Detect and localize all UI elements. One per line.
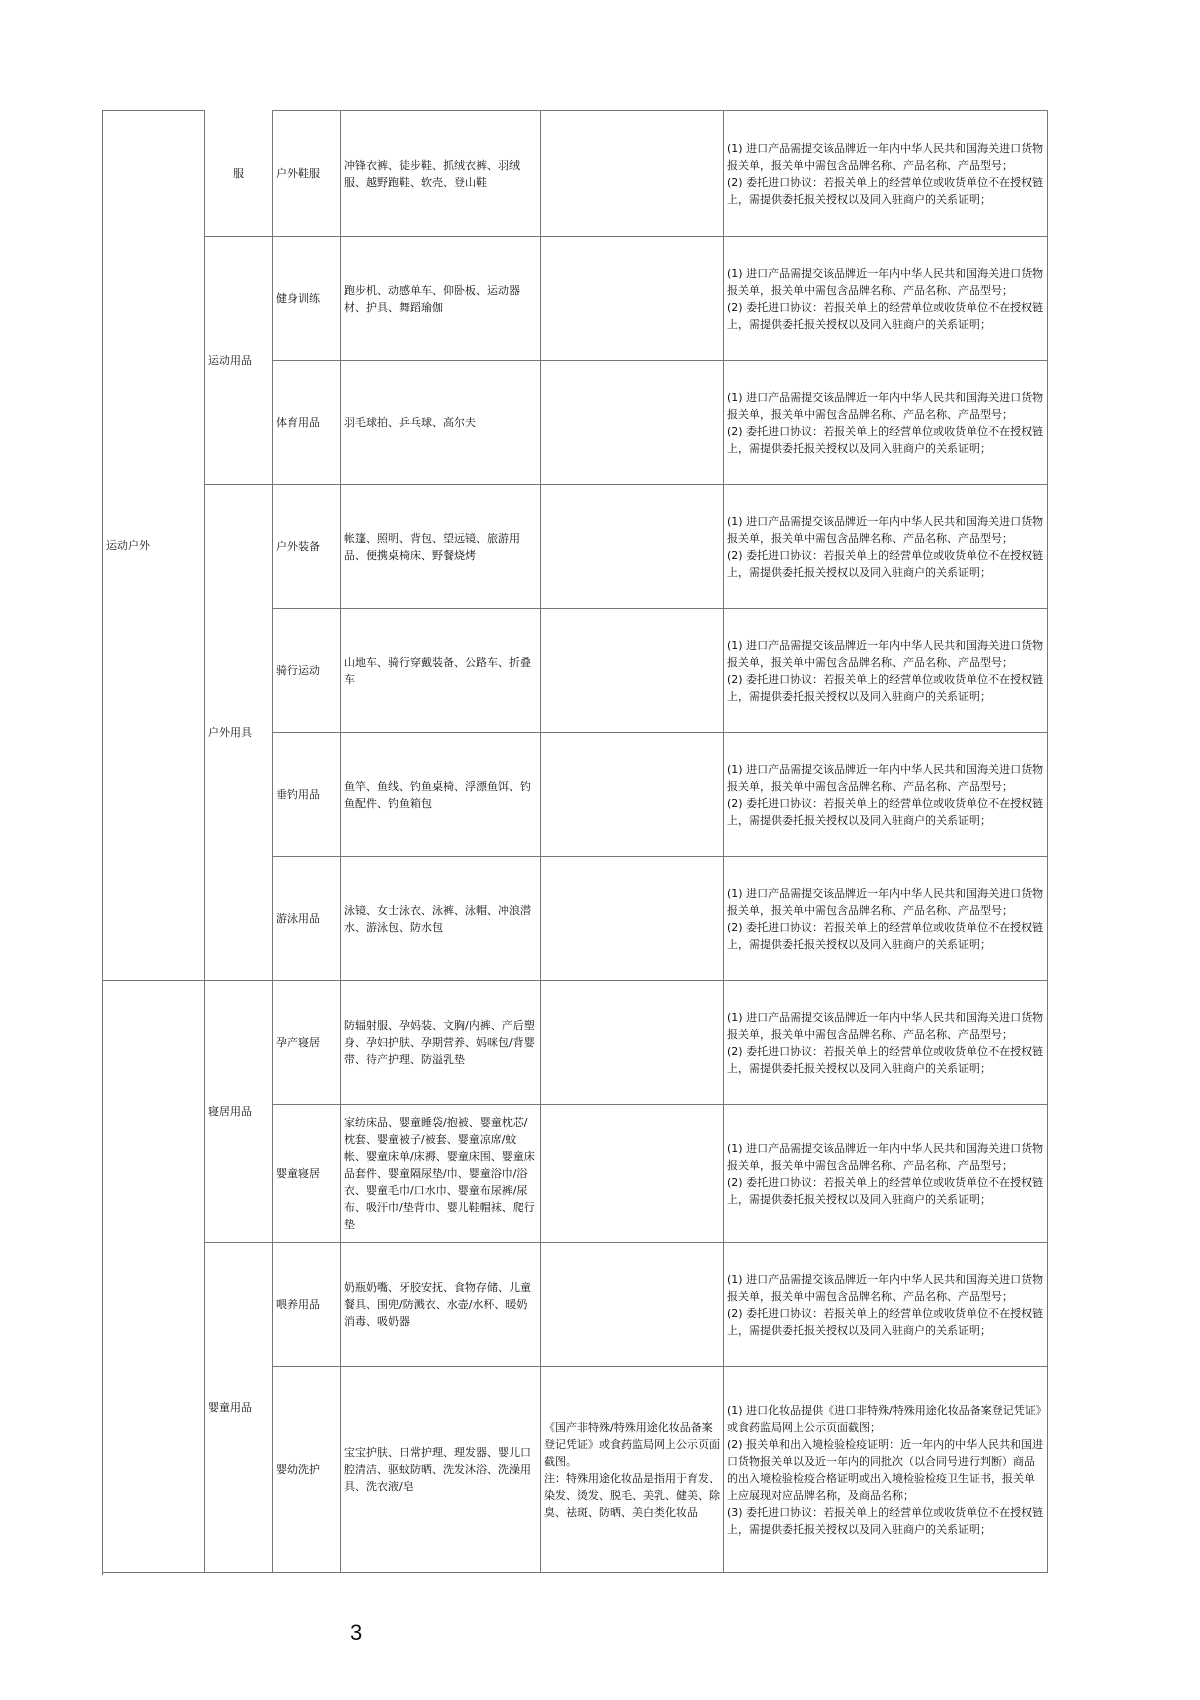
category-label: 运动户外 <box>106 539 150 552</box>
items-cell <box>341 485 541 609</box>
subcategory-label: 婴童寝居 <box>276 1167 320 1180</box>
requirement-line: (2) 委托进口协议：若报关单上的经营单位或收货单位不在授权链上，需提供委托报关授权以及同入驻商户的关系证明； <box>727 424 1044 455</box>
subcategory-label: 体育用品 <box>276 416 320 429</box>
subcategory-cell <box>273 485 341 609</box>
requirement-line: (1) 进口产品需提交该品牌近一年内中华人民共和国海关进口货物报关单，报关单中需包含品牌名称、产品名称、产品型号； <box>727 390 1044 421</box>
requirement-cell <box>724 733 1048 857</box>
items-cell <box>341 111 541 237</box>
requirement-line: (1) 进口产品需提交该品牌近一年内中华人民共和国海关进口货物报关单，报关单中需包含品牌名称、产品名称、产品型号； <box>727 141 1044 172</box>
items-cell <box>341 609 541 733</box>
extra-cell <box>541 609 724 733</box>
subcategory-cell <box>273 733 341 857</box>
requirement-line: (1) 进口产品需提交该品牌近一年内中华人民共和国海关进口货物报关单，报关单中需包含品牌名称、产品名称、产品型号； <box>727 886 1044 917</box>
items-text: 冲锋衣裤、徒步鞋、抓绒衣裤、羽绒服、越野跑鞋、软壳、登山鞋 <box>344 158 520 189</box>
requirement-line: (1) 进口化妆品提供《进口非特殊/特殊用途化妆品备案登记凭证》或食药监局网上公示页面截图； <box>727 1403 1042 1434</box>
items-text: 羽毛球拍、乒乓球、高尔夫 <box>344 416 476 429</box>
requirement-cell <box>724 111 1048 237</box>
items-cell <box>341 1105 541 1243</box>
extra-cell <box>541 111 724 237</box>
requirement-cell <box>724 1243 1048 1367</box>
items-cell <box>341 1367 541 1573</box>
subcategory-label: 垂钓用品 <box>276 788 320 801</box>
requirement-line: (2) 委托进口协议：若报关单上的经营单位或收货单位不在授权链上，需提供委托报关授权以及同入驻商户的关系证明； <box>727 1175 1044 1206</box>
category-label: 户外用具 <box>208 726 252 739</box>
subcategory-label: 婴幼洗护 <box>276 1463 320 1476</box>
subcategory-cell <box>273 361 341 485</box>
category-baby-goods <box>205 1243 273 1573</box>
items-text: 防辐射服、孕妈装、文胸/内裤、产后塑身、孕妇护肤、孕期营养、妈咪包/背婴带、待产护理、防溢乳垫 <box>344 1019 535 1066</box>
requirement-cell <box>724 609 1048 733</box>
extra-text: 《国产非特殊/特殊用途化妆品备案登记凭证》或食药监局网上公示页面截图。 注：特殊用途化妆品是指用于育发、染发、烫发、脱毛、美乳、健美、除臭、祛斑、防晒、美白类化妆品 <box>544 1420 720 1519</box>
requirement-line: (1) 进口产品需提交该品牌近一年内中华人民共和国海关进口货物报关单，报关单中需包含品牌名称、产品名称、产品型号； <box>727 1141 1044 1172</box>
extra-cell <box>541 485 724 609</box>
items-cell <box>341 361 541 485</box>
category-sports <box>103 111 205 981</box>
table-row <box>103 981 1048 1105</box>
product-category-table <box>102 110 1048 1573</box>
category-label: 运动用品 <box>208 354 252 367</box>
requirement-line: (2) 委托进口协议：若报关单上的经营单位或收货单位不在授权链上，需提供委托报关授权以及同入驻商户的关系证明； <box>727 175 1044 206</box>
requirement-cell <box>724 1105 1048 1243</box>
subcategory-cell <box>273 1105 341 1243</box>
requirement-cell <box>724 981 1048 1105</box>
subcategory-label: 游泳用品 <box>276 912 320 925</box>
extra-cell <box>541 733 724 857</box>
extra-cell <box>541 1105 724 1243</box>
category-outdoor-goods <box>205 485 273 981</box>
category-label: 服 <box>233 166 244 180</box>
items-text: 跑步机、动感单车、仰卧板、运动器材、护具、舞蹈瑜伽 <box>344 283 520 314</box>
subcategory-label: 孕产寝居 <box>276 1036 320 1049</box>
subcategory-cell <box>273 1367 341 1573</box>
requirement-line: (1) 进口产品需提交该品牌近一年内中华人民共和国海关进口货物报关单，报关单中需包含品牌名称、产品名称、产品型号； <box>727 514 1044 545</box>
extra-cell <box>541 237 724 361</box>
category-maternity <box>103 981 205 1573</box>
subcategory-label: 喂养用品 <box>276 1298 320 1311</box>
category-apparel <box>205 111 273 237</box>
extra-cell <box>541 981 724 1105</box>
subcategory-cell <box>273 111 341 237</box>
extra-cell <box>541 1367 724 1573</box>
category-label: 婴童用品 <box>208 1401 252 1414</box>
subcategory-label: 户外鞋服 <box>276 167 320 180</box>
requirement-line: (2) 委托进口协议：若报关单上的经营单位或收货单位不在授权链上，需提供委托报关授权以及同入驻商户的关系证明； <box>727 920 1044 951</box>
requirement-cell <box>724 361 1048 485</box>
requirement-line: (1) 进口产品需提交该品牌近一年内中华人民共和国海关进口货物报关单，报关单中需包含品牌名称、产品名称、产品型号； <box>727 1272 1044 1303</box>
items-cell <box>341 981 541 1105</box>
category-sports-goods <box>205 237 273 485</box>
requirement-line: (1) 进口产品需提交该品牌近一年内中华人民共和国海关进口货物报关单，报关单中需包含品牌名称、产品名称、产品型号； <box>727 266 1044 297</box>
subcategory-cell <box>273 609 341 733</box>
requirement-line: (1) 进口产品需提交该品牌近一年内中华人民共和国海关进口货物报关单，报关单中需包含品牌名称、产品名称、产品型号； <box>727 1010 1044 1041</box>
category-label: 寝居用品 <box>208 1105 252 1118</box>
extra-cell <box>541 1243 724 1367</box>
items-cell <box>341 237 541 361</box>
items-text: 宝宝护肤、日常护理、理发器、婴儿口腔清洁、驱蚊防晒、洗发沐浴、洗澡用具、洗衣液/皂 <box>344 1446 531 1493</box>
category-sleep-goods <box>205 981 273 1243</box>
items-cell <box>341 1243 541 1367</box>
requirement-line: (3) 委托进口协议：若报关单上的经营单位或收货单位不在授权链上，需提供委托报关授权以及同入驻商户的关系证明； <box>727 1505 1044 1536</box>
items-text: 帐篷、照明、背包、望远镜、旅游用品、便携桌椅床、野餐烧烤 <box>344 531 520 562</box>
requirement-line: (1) 进口产品需提交该品牌近一年内中华人民共和国海关进口货物报关单，报关单中需包含品牌名称、产品名称、产品型号； <box>727 762 1044 793</box>
requirement-cell <box>724 1367 1048 1573</box>
subcategory-label: 健身训练 <box>276 292 320 305</box>
requirement-line: (2) 委托进口协议：若报关单上的经营单位或收货单位不在授权链上，需提供委托报关授权以及同入驻商户的关系证明； <box>727 1306 1044 1337</box>
requirement-cell <box>724 237 1048 361</box>
extra-cell <box>541 361 724 485</box>
requirement-line: (2) 委托进口协议：若报关单上的经营单位或收货单位不在授权链上，需提供委托报关授权以及同入驻商户的关系证明； <box>727 672 1044 703</box>
requirement-line: (2) 委托进口协议：若报关单上的经营单位或收货单位不在授权链上，需提供委托报关授权以及同入驻商户的关系证明； <box>727 1044 1044 1075</box>
items-cell <box>341 857 541 981</box>
requirement-line: (2) 委托进口协议：若报关单上的经营单位或收货单位不在授权链上，需提供委托报关授权以及同入驻商户的关系证明； <box>727 300 1044 331</box>
requirement-line: (2) 委托进口协议：若报关单上的经营单位或收货单位不在授权链上，需提供委托报关授权以及同入驻商户的关系证明； <box>727 548 1044 579</box>
subcategory-label: 户外装备 <box>276 540 320 553</box>
table-row <box>103 1243 1048 1367</box>
requirement-line: (2) 委托进口协议：若报关单上的经营单位或收货单位不在授权链上，需提供委托报关授权以及同入驻商户的关系证明； <box>727 796 1044 827</box>
items-text: 奶瓶奶嘴、牙胶安抚、食物存储、儿童餐具、围兜/防溅衣、水壶/水杯、暖奶消毒、吸奶器 <box>344 1281 531 1328</box>
requirement-cell <box>724 485 1048 609</box>
table-row <box>103 485 1048 609</box>
requirement-line: (1) 进口产品需提交该品牌近一年内中华人民共和国海关进口货物报关单，报关单中需包含品牌名称、产品名称、产品型号； <box>727 638 1044 669</box>
subcategory-cell <box>273 237 341 361</box>
items-text: 山地车、骑行穿戴装备、公路车、折叠车 <box>344 655 531 686</box>
subcategory-cell <box>273 981 341 1105</box>
table-row <box>103 237 1048 361</box>
requirement-line: (2) 报关单和出入境检验检疫证明：近一年内的中华人民共和国进口货物报关单以及近一年内的同批次（以合同号进行判断）商品的出入境检验检疫合格证明或出入境检验检疫卫生证书，报关单上应展现对应品牌名称，及商品名称； <box>727 1437 1044 1502</box>
table-row <box>103 111 1048 237</box>
subcategory-label: 骑行运动 <box>276 664 320 677</box>
subcategory-cell <box>273 857 341 981</box>
requirement-cell <box>724 857 1048 981</box>
extra-cell <box>541 857 724 981</box>
items-text: 家纺床品、婴童睡袋/抱被、婴童枕芯/枕套、婴童被子/被套、婴童凉席/蚊帐、婴童床单/床褥、婴童床围、婴童床品套件、婴童隔尿垫/巾、婴童浴巾/浴衣、婴童毛巾/口水巾、婴童布尿裤/尿布、吸汗巾/垫背巾、婴儿鞋帽袜、爬行垫 <box>344 1116 535 1231</box>
items-text: 鱼竿、鱼线、钓鱼桌椅、浮漂鱼饵、钓鱼配件、钓鱼箱包 <box>344 779 531 810</box>
subcategory-cell <box>273 1243 341 1367</box>
page-number: 3 <box>350 1620 363 1645</box>
items-text: 泳镜、女士泳衣、泳裤、泳帽、冲浪潜水、游泳包、防水包 <box>344 903 531 934</box>
items-cell <box>341 733 541 857</box>
